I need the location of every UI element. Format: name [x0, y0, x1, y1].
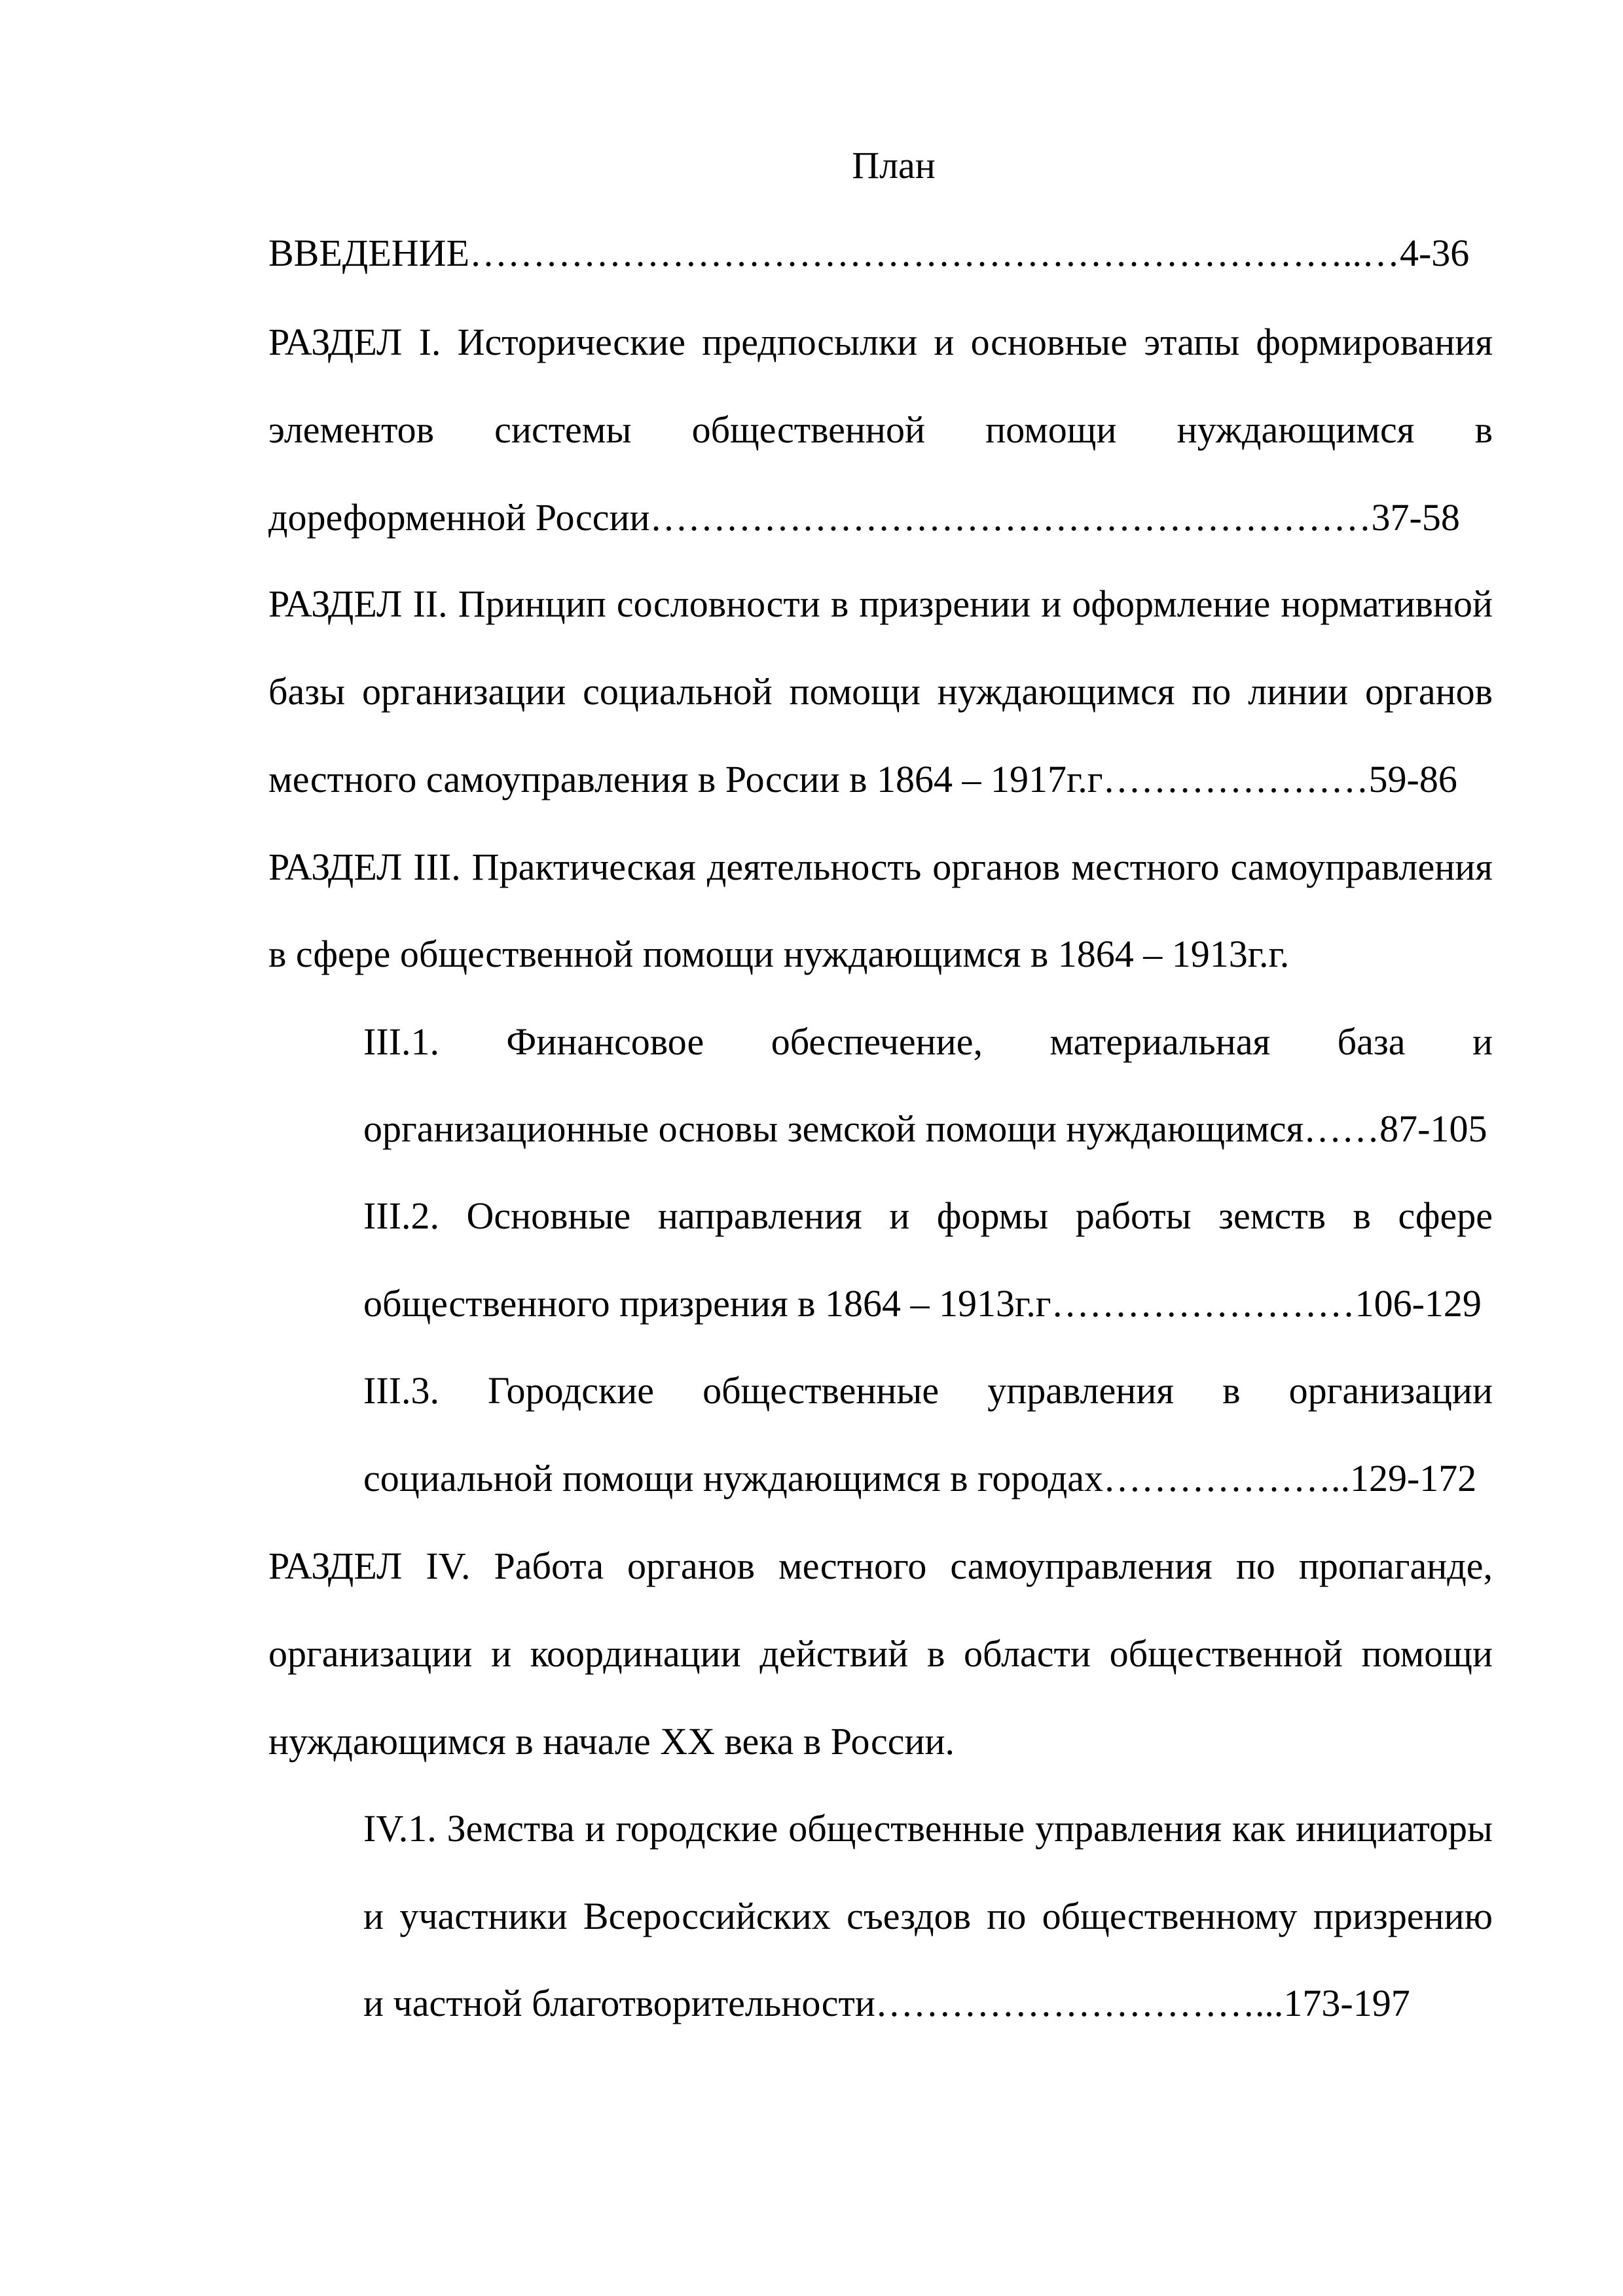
- toc-line: РАЗДЕЛ IV. Работа органов местного самоуправления по пропаганде,: [268, 1545, 1493, 1587]
- page-title: План: [852, 144, 936, 187]
- toc-subline: III.2. Основные направления и формы работы земств в сфере: [363, 1194, 1493, 1237]
- toc-subline: III.1. Финансовое обеспечение, материальная база и: [363, 1020, 1493, 1063]
- toc-subline: IV.1. Земства и городские общественные управления как инициаторы: [363, 1807, 1493, 1850]
- toc-line: РАЗДЕЛ I. Исторические предпосылки и основные этапы формирования: [268, 321, 1493, 363]
- toc-line: РАЗДЕЛ III. Практическая деятельность органов местного самоуправления: [268, 846, 1493, 888]
- toc-line: местного самоуправления в России в 1864 – 1917г.г…………………59-86: [268, 758, 1457, 800]
- toc-line: РАЗДЕЛ II. Принцип сословности в призрении и оформление нормативной: [268, 583, 1493, 625]
- toc-line: организации и координации действий в области общественной помощи: [268, 1632, 1493, 1675]
- toc-subline: общественного призрения в 1864 – 1913г.г……………………106-129: [363, 1282, 1482, 1325]
- toc-line: элементов системы общественной помощи нуждающимся в: [268, 408, 1493, 451]
- toc-line: дореформенной России…………………………………………………37-58: [268, 496, 1460, 539]
- toc-line-introduction: ВВЕДЕНИЕ……………………………………………………………..…4-36: [268, 232, 1470, 274]
- toc-subline: организационные основы земской помощи нуждающимся……87-105: [363, 1107, 1487, 1150]
- toc-line: базы организации социальной помощи нуждающимся по линии органов: [268, 670, 1493, 713]
- toc-subline: и частной благотворительности…………………………...173-197: [363, 1982, 1410, 2024]
- toc-line: нуждающимся в начале XX века в России.: [268, 1720, 955, 1763]
- toc-subline: социальной помощи нуждающимся в городах………………..129-172: [363, 1457, 1477, 1499]
- toc-subline: и участники Всероссийских съездов по общественному призрению: [363, 1895, 1493, 1937]
- toc-line: в сфере общественной помощи нуждающимся в 1864 – 1913г.г.: [268, 933, 1290, 975]
- toc-subline: III.3. Городские общественные управления в организации: [363, 1369, 1493, 1412]
